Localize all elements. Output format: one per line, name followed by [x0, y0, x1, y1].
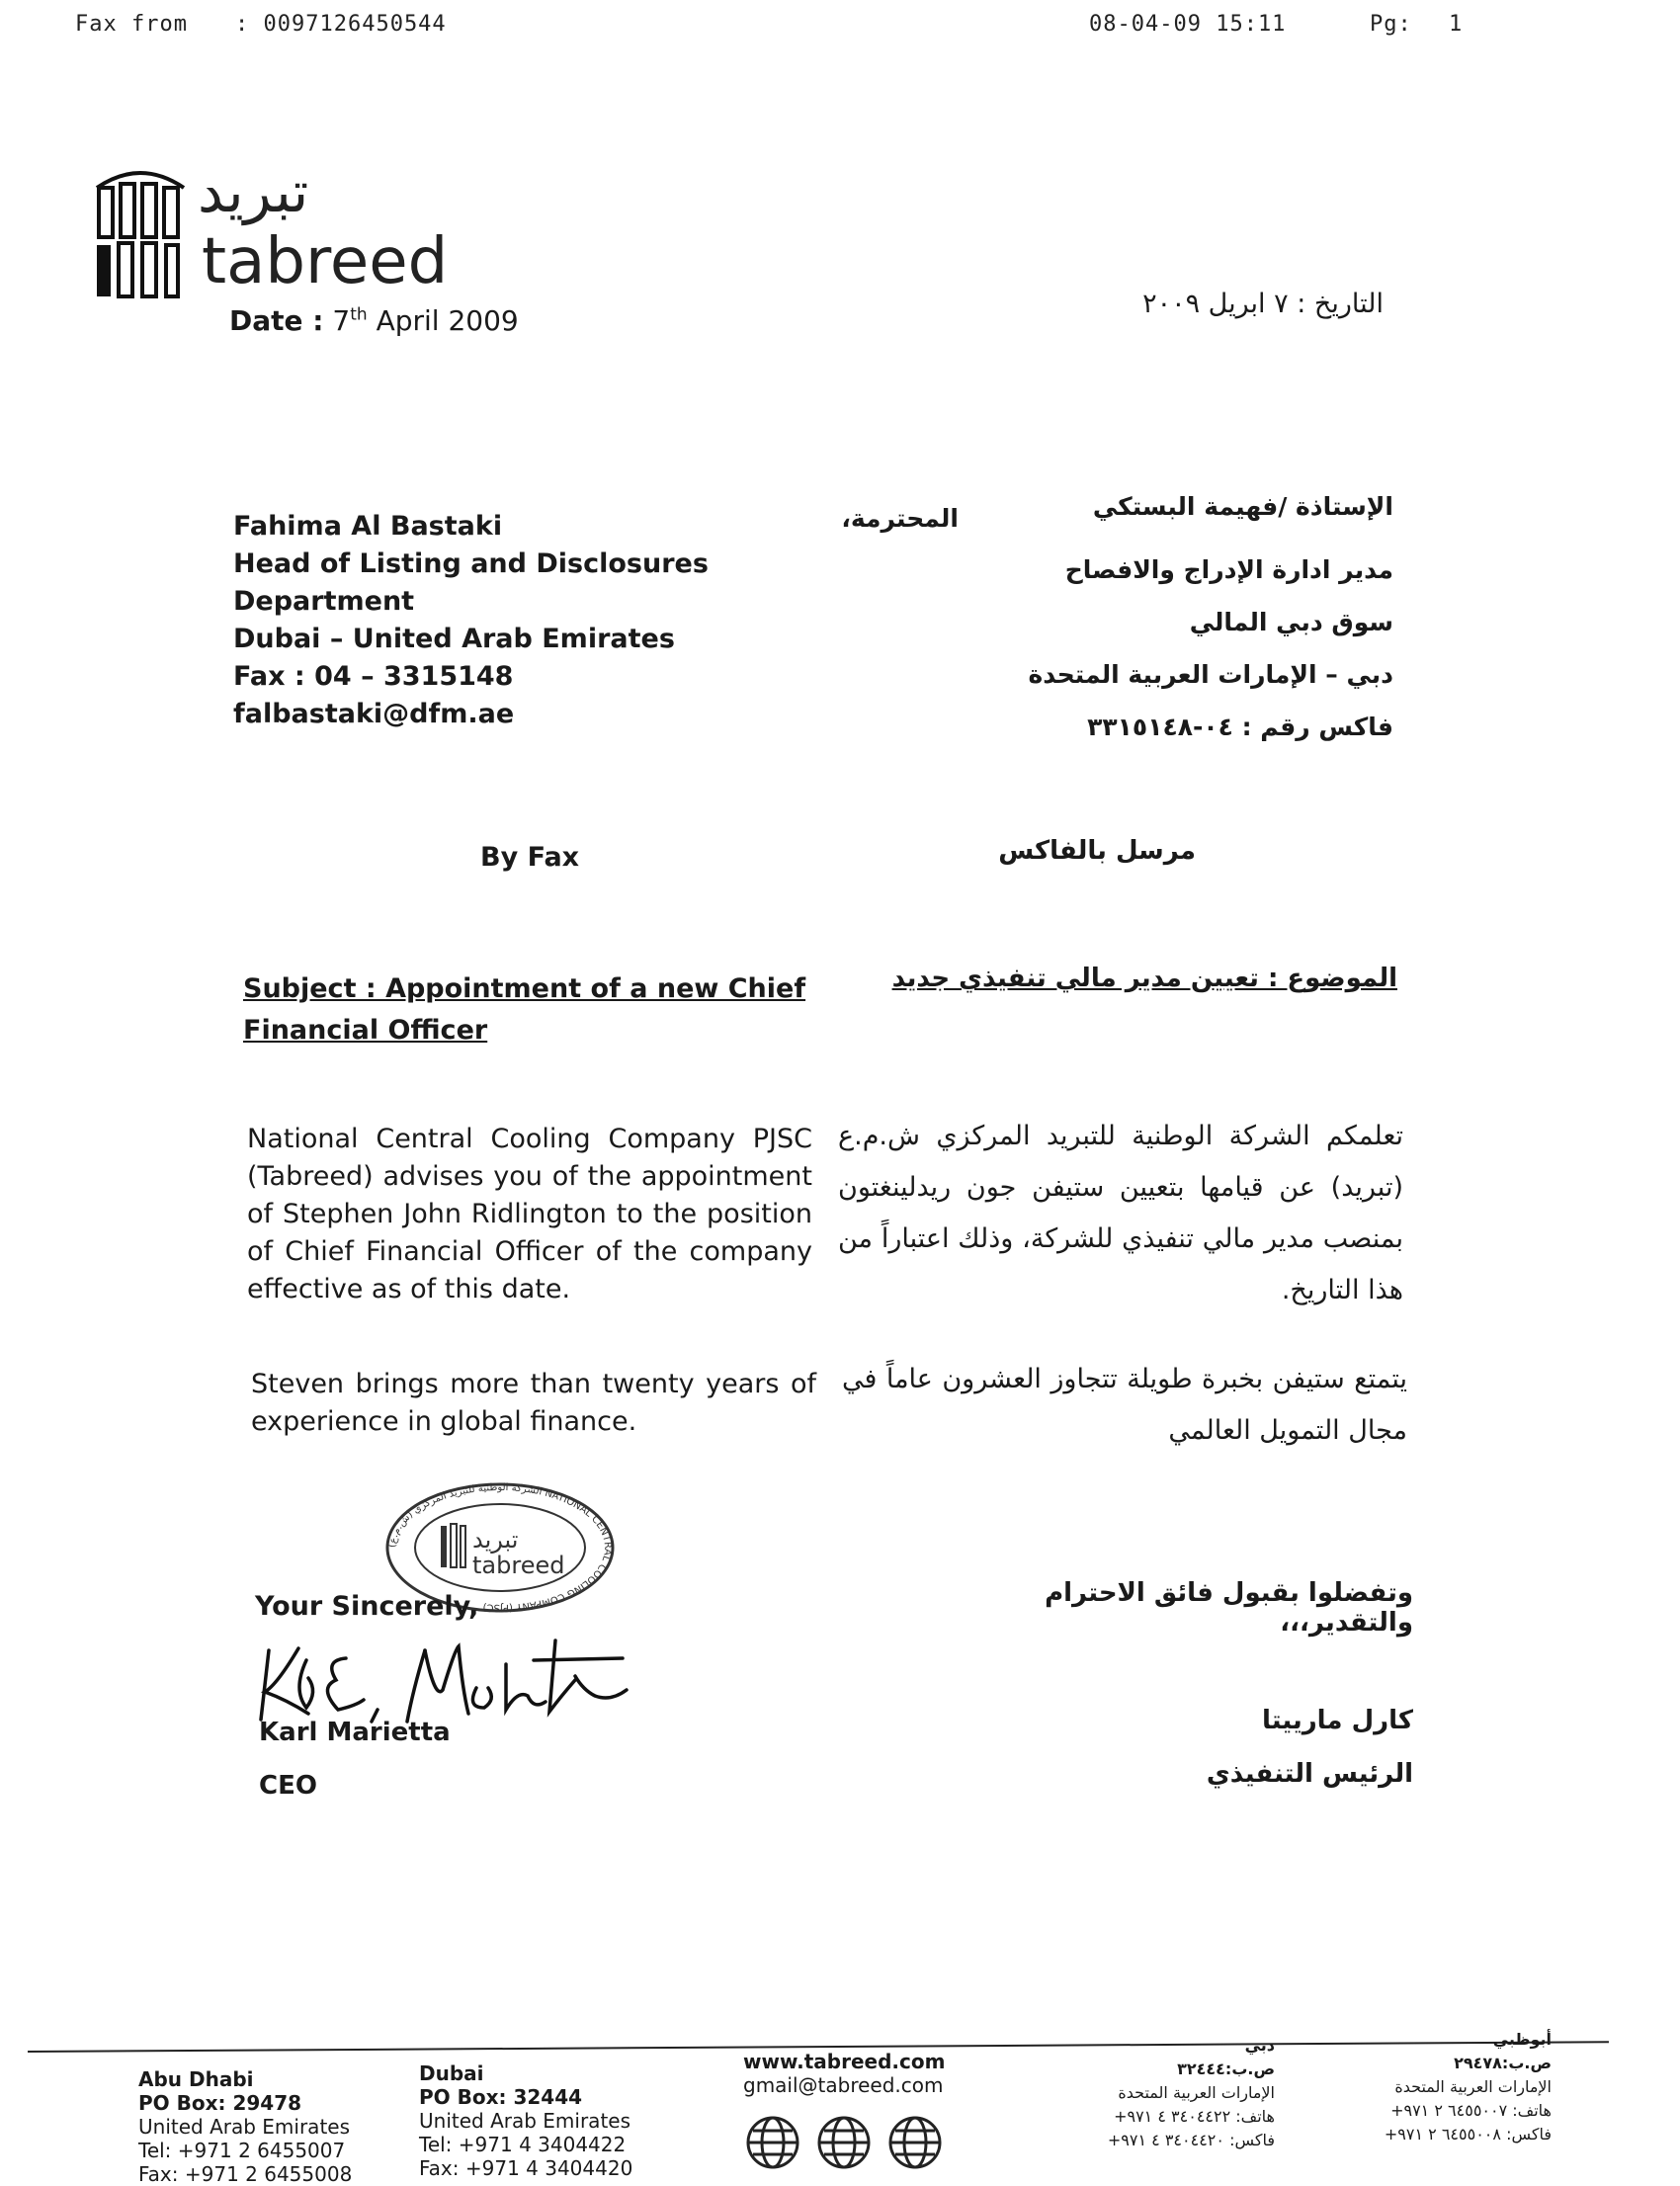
delivery-en: By Fax	[480, 842, 580, 873]
footer-tel: Tel: +971 4 3404422	[419, 2133, 627, 2156]
footer-country: United Arab Emirates	[419, 2109, 631, 2133]
recipient-ar-honorific: المحترمة،	[841, 504, 959, 533]
footer-contact	[743, 2050, 980, 2097]
fax-page-number: 1	[1449, 12, 1464, 37]
footer-city: دبي	[1244, 2036, 1275, 2055]
stamp-ring-text: الشركة الوطنية للتبريد المركزي (ش.م.ع) NATIONAL CENTRAL COOLING COMPANY (PJSC)	[386, 1481, 614, 1614]
fax-from-label: Fax from	[75, 12, 188, 37]
stamp-logo-en: tabreed	[472, 1552, 565, 1579]
logo-latin: tabreed	[202, 225, 449, 298]
date-en-day: 7	[332, 304, 351, 337]
body-en-p1: National Central Cooling Company PJSC (Tabreed) advises you of the appointment of Stephen John Ridlington to the position of Chief Financial Officer of the company effective as of this date.	[247, 1124, 812, 1304]
delivery-ar: مرسل بالفاكس	[998, 836, 1196, 866]
signatory-en-name: Karl Marietta	[259, 1718, 451, 1747]
subject-en-line2: Financial Officer	[243, 1015, 488, 1046]
tabreed-logo-icon	[91, 148, 190, 301]
footer-fax: Fax: +971 2 6455008	[138, 2162, 353, 2186]
fax-page-label: Pg:	[1370, 12, 1412, 37]
footer-tel: هاتف: ٦٤٥٥٠٠٧ ٢ ٩٧١+	[1390, 2101, 1552, 2120]
footer-country: الإمارات العربية المتحدة	[1394, 2077, 1552, 2096]
footer-dubai-ar	[1038, 2034, 1275, 2152]
date-en-label: Date :	[229, 304, 324, 337]
footer-fax: فاكس: ٣٤٠٤٤٢٠ ٤ ٩٧١+	[1107, 2131, 1275, 2149]
date-en	[229, 304, 519, 337]
footer-po: ص.ب:٣٢٤٤٤	[1177, 2060, 1275, 2078]
date-ar: التاريخ : ٧ ابريل ٢٠٠٩	[1142, 289, 1384, 319]
footer-city: Dubai	[419, 2061, 484, 2085]
fax-from-number: : 0097126450544	[235, 12, 447, 37]
footer-fax: Fax: +971 4 3404420	[419, 2156, 633, 2180]
footer-po: PO Box: 32444	[419, 2085, 583, 2109]
recipient-ar-line: سوق دبي المالي	[1189, 608, 1393, 636]
signature	[247, 1631, 632, 1729]
recipient-en-line: Department	[233, 586, 415, 617]
recipient-en-line: Fahima Al Bastaki	[233, 511, 503, 542]
footer-abu-dhabi-en	[138, 2067, 395, 2186]
footer-country: United Arab Emirates	[138, 2115, 351, 2139]
footer-po: ص.ب:٢٩٤٧٨	[1454, 2054, 1552, 2072]
closing-en: Your Sincerely,	[255, 1591, 479, 1622]
recipient-ar-block	[949, 544, 1393, 753]
signatory-ar-name: كارل مارييتا	[1261, 1706, 1413, 1735]
footer-tel: هاتف: ٣٤٠٤٤٢٢ ٤ ٩٧١+	[1114, 2107, 1275, 2126]
footer-tel: Tel: +971 2 6455007	[138, 2139, 346, 2162]
date-en-rest: April 2009	[376, 304, 519, 337]
fax-datetime: 08-04-09 15:11	[1089, 12, 1287, 37]
footer-email-link[interactable]: gmail@tabreed.com	[743, 2073, 944, 2097]
footer-dubai-en	[419, 2061, 676, 2180]
signatory-ar-title: الرئيس التنفيذي	[1206, 1759, 1413, 1789]
footer-city: أبوظبي	[1492, 2030, 1552, 2049]
stamp-logo-ar: تبريد	[472, 1526, 519, 1554]
footer-web-link[interactable]: www.tabreed.com	[743, 2050, 946, 2073]
footer-country: الإمارات العربية المتحدة	[1118, 2083, 1275, 2102]
date-en-sup: th	[350, 304, 368, 325]
signatory-en-title: CEO	[259, 1771, 317, 1801]
closing-ar: وتفضلوا بقبول فائق الاحترام والتقدير،،،	[1045, 1578, 1413, 1638]
body-ar-p2: يتمتع ستيفن بخبرة طويلة تتجاوز العشرون عاماً في مجال التمويل العالمي	[842, 1364, 1407, 1446]
footer-globe-icons	[745, 2111, 943, 2170]
subject-ar: الموضوع : تعيين مدير مالي تنفيذي جديد	[891, 964, 1397, 993]
recipient-en-block	[233, 508, 787, 733]
recipient-ar-name: الإستاذة /فهيمة البستكي	[1092, 492, 1393, 521]
logo-arabic: تبريد	[198, 158, 309, 225]
recipient-en-line: Fax : 04 – 3315148	[233, 661, 514, 692]
footer-city: Abu Dhabi	[138, 2067, 254, 2091]
recipient-ar-line: مدير ادارة الإدراج والافصاح	[1064, 555, 1393, 584]
subject-en-line1: Subject : Appointment of a new Chief	[243, 973, 806, 1004]
recipient-en-line: Dubai – United Arab Emirates	[233, 624, 675, 654]
recipient-en-line: falbastaki@dfm.ae	[233, 699, 515, 729]
footer-fax: فاكس: ٦٤٥٥٠٠٨ ٢ ٩٧١+	[1384, 2125, 1552, 2144]
body-ar-p1: تعلمكم الشركة الوطنية للتبريد المركزي ش.م.ع (تبريد) عن قيامها بتعيين ستيفن جون ريدلينغتون بمنصب مدير مالي تنفيذي للشركة، وذلك اعتباراً من هذا التاريخ.	[838, 1121, 1403, 1305]
footer-po: PO Box: 29478	[138, 2091, 302, 2115]
recipient-en-line: Head of Listing and Disclosures	[233, 548, 709, 579]
recipient-ar-line: فاكس رقم : ٠٤-٣٣١٥١٤٨	[1087, 713, 1393, 741]
subject-en	[243, 968, 805, 1051]
recipient-ar-line: دبي – الإمارات العربية المتحدة	[1028, 660, 1393, 689]
body-en-p2: Steven brings more than twenty years of experience in global finance.	[251, 1369, 816, 1437]
footer-abu-dhabi-ar	[1314, 2028, 1552, 2146]
